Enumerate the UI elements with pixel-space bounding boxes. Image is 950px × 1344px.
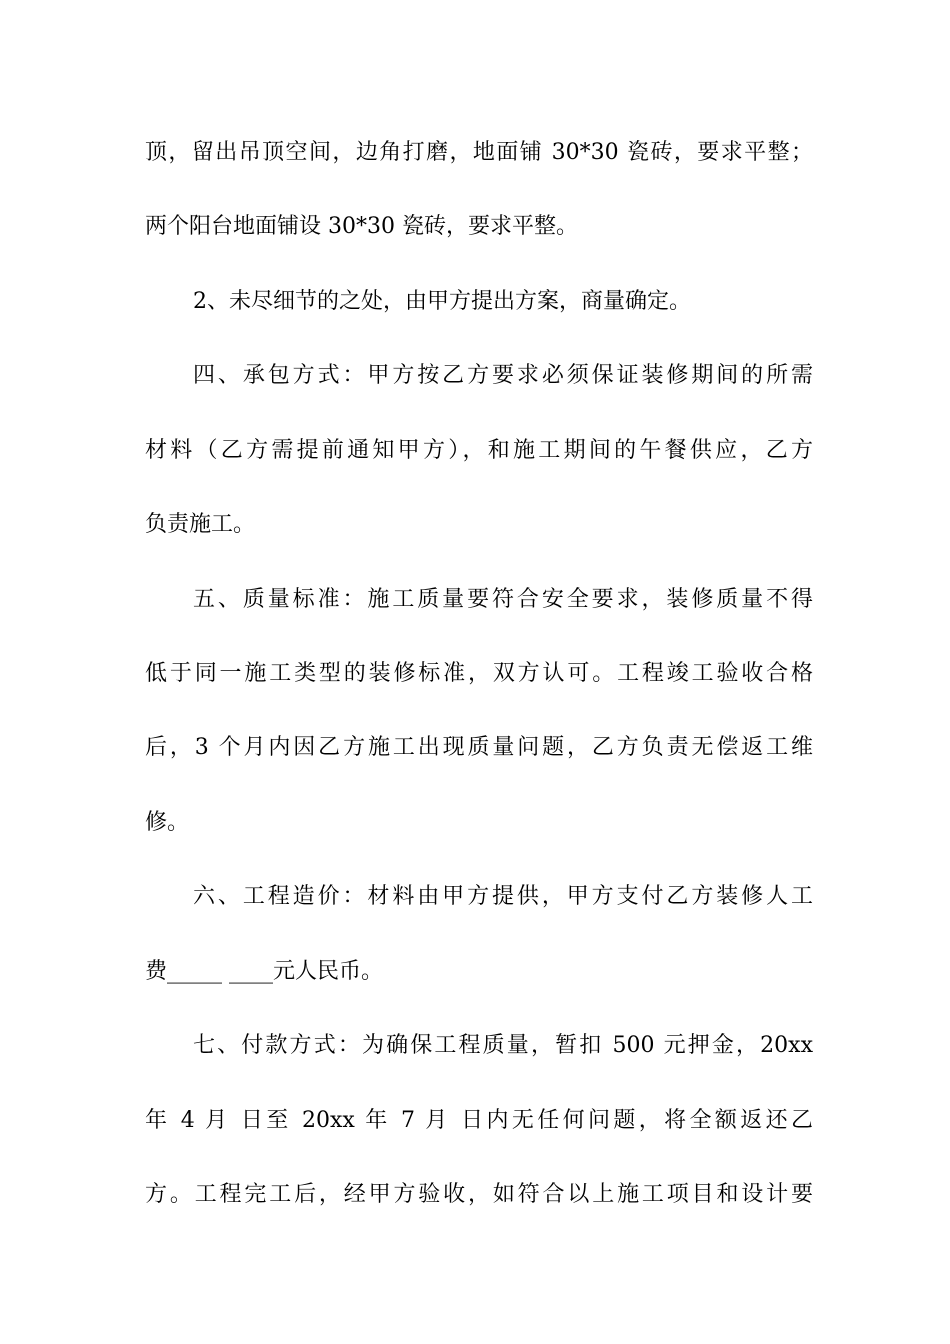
text-line-2: 两个阳台地面铺设 30*30 瓷砖，要求平整。 <box>145 214 578 239</box>
text-line-4: 四、承包方式：甲方按乙方要求必须保证装修期间的所需 <box>193 363 813 388</box>
text-line-9: 后，3 个月内因乙方施工出现质量问题，乙方负责无偿返工维 <box>145 735 813 760</box>
text-line-1: 顶，留出吊顶空间，边角打磨，地面铺 30*30 瓷砖，要求平整； <box>145 140 813 165</box>
text-line-3: 2、未尽细节的之处，由甲方提出方案，商量确定。 <box>193 289 691 314</box>
text-line-13: 七、付款方式：为确保工程质量，暂扣 500 元押金，20xx <box>193 1033 813 1058</box>
text-line-8: 低于同一施工类型的装修标准，双方认可。工程竣工验收合格 <box>145 661 813 686</box>
text-line-11: 六、工程造价：材料由甲方提供，甲方支付乙方装修人工 <box>193 884 813 909</box>
text-line-10: 修。 <box>145 810 190 835</box>
text-line-14: 年 4 月 日至 20xx 年 7 月 日内无任何问题，将全额返还乙 <box>145 1108 813 1133</box>
text-line-6: 负责施工。 <box>145 512 256 537</box>
text-line-12: 费_____ ____元人民币。 <box>145 959 383 984</box>
text-line-15: 方。工程完工后，经甲方验收，如符合以上施工项目和设计要 <box>145 1182 813 1207</box>
text-line-5: 材料（乙方需提前通知甲方），和施工期间的午餐供应，乙方 <box>145 438 813 463</box>
text-line-7: 五、质量标准：施工质量要符合安全要求，装修质量不得 <box>193 587 813 612</box>
